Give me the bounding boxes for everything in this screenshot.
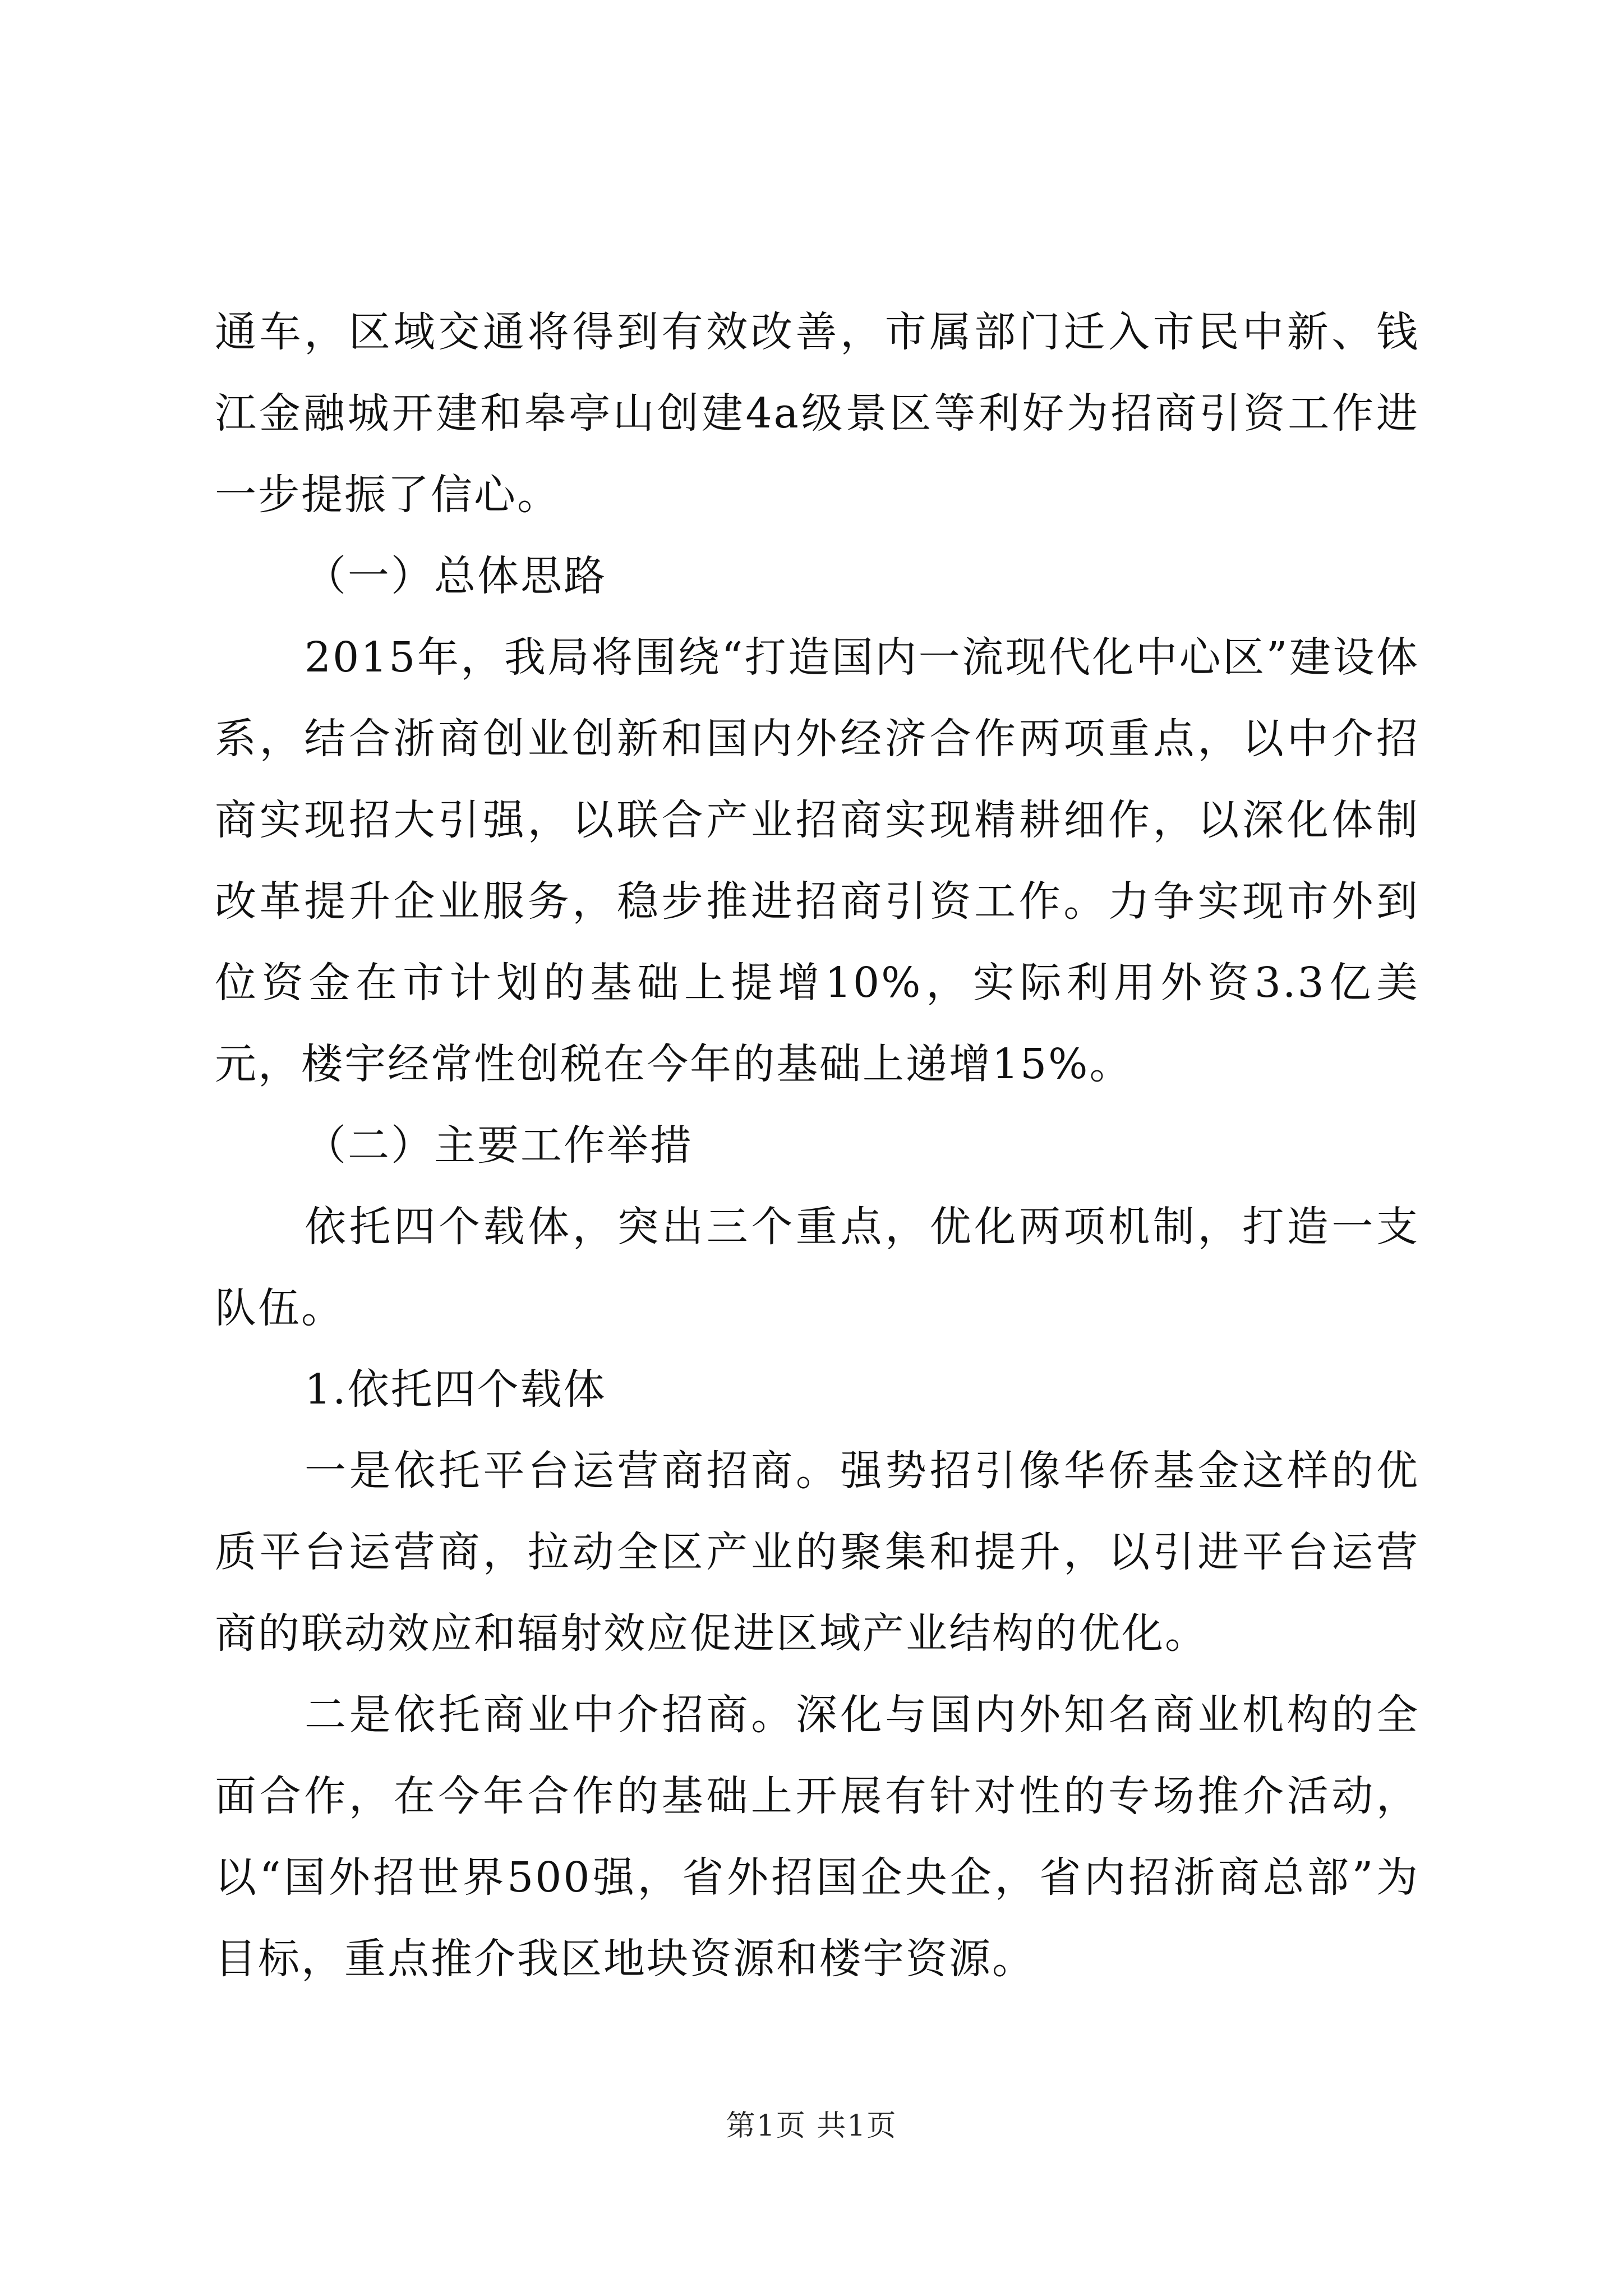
- paragraph-intro-continuation: 通车，区域交通将得到有效改善，市属部门迁入市民中新、钱江金融城开建和皋亭山创建4a级景区等利好为招商引资工作进一步提振了信心。: [215, 308, 1419, 519]
- subheading-four-carriers: 1.依托四个载体: [305, 1365, 607, 1414]
- paragraph-business-intermediaries: 二是依托商业中介招商。深化与国内外知名商业机构的全面合作，在今年合作的基础上开展有针对性的专场推介活动，以“国外招世界500强，省外招国企央企，省内招浙商总部”为目标，重点推介我区地块资源和楼宇资源。: [215, 1691, 1419, 1983]
- paragraph-overall-approach: 2015年，我局将围绕“打造国内一流现代化中心区”建设体系，结合浙商创业创新和国内外经济合作两项重点，以中介招商实现招大引强，以联合产业招商实现精耕细作，以深化体制改革提升企业服务，稳步推进招商引资工作。力争实现市外到位资金在市计划的基础上提增10%，实际利用外资3.3亿美元，楼宇经常性创税在今年的基础上递增15%。: [215, 633, 1419, 1088]
- document-body: [215, 292, 1419, 2000]
- paragraph-measures-summary: 依托四个载体，突出三个重点，优化两项机制，打造一支队伍。: [215, 1203, 1419, 1332]
- section-heading-main-measures: （二）主要工作举措: [305, 1121, 693, 1170]
- paragraph-platform-operators: 一是依托平台运营商招商。强势招引像华侨基金这样的优质平台运营商，拉动全区产业的聚集和提升，以引进平台运营商的联动效应和辐射效应促进区域产业结构的优化。: [215, 1447, 1419, 1658]
- page-number-footer: 第1页 共1页: [726, 2109, 897, 2143]
- section-heading-overall-approach: （一）总体思路: [305, 552, 607, 600]
